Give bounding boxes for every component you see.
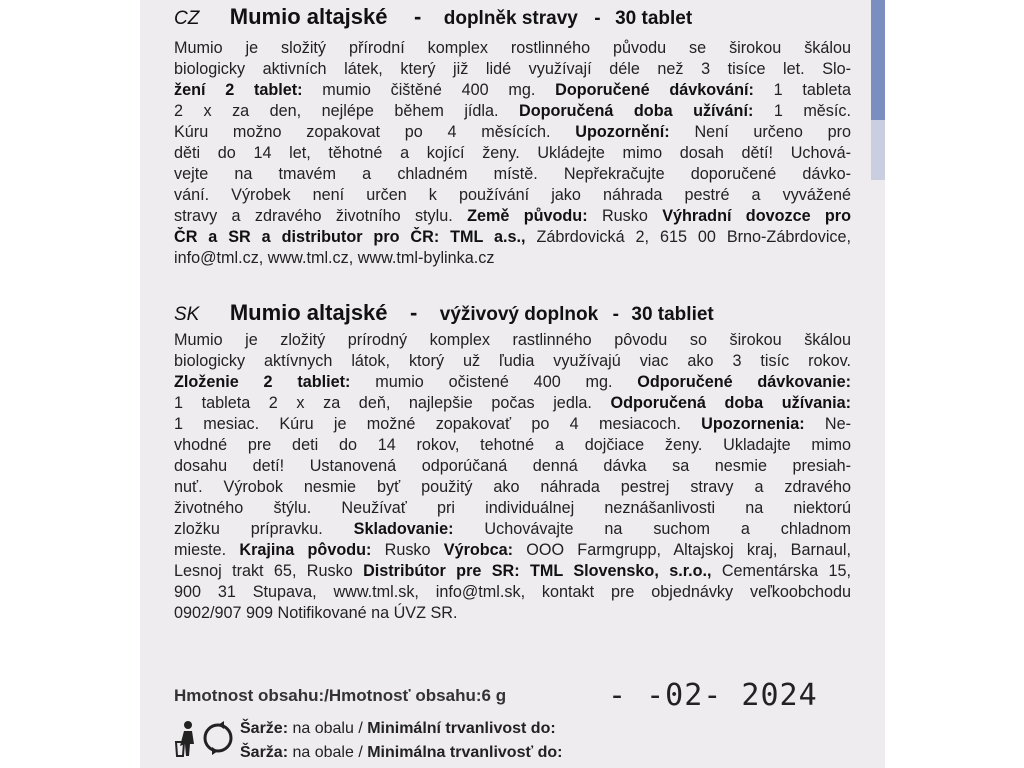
min-durability-cz: Minimální trvanlivost do: — [367, 720, 556, 737]
dash-sk-2: - — [612, 304, 619, 325]
text-line: biologicky aktívnych látok, ktorý už ľudia využívajú viac ako 3 tisíc rokov. — [174, 352, 851, 370]
category-cz: doplněk stravy — [443, 8, 578, 29]
product-name-sk: Mumio altajské — [229, 300, 388, 325]
product-label — [140, 0, 885, 768]
net-weight: Hmotnost obsahu:/Hmotnosť obsahu:6 g — [174, 686, 507, 705]
label-edge-stripe — [871, 0, 885, 120]
text-line: vejte na tmavém a chladném místě. Nepřekračujte doporučené dávko- — [174, 165, 851, 183]
text-line: 1 mesiac. Kúru je možné zopakovať po 4 mesiacoch. Upozornenia: Ne- — [174, 415, 851, 433]
text-line: životného štýlu. Neužívať pri individuálnej neznášanlivosti na niektorú — [174, 499, 851, 517]
category-sk: výživový doplnok — [439, 304, 599, 325]
person-litter-bin-icon — [176, 721, 194, 756]
text-line: dosahu detí! Ustanovená odporúčaná denná dávka sa nesmie presiah- — [174, 457, 851, 475]
heading-sk — [174, 300, 714, 326]
count-sk: 30 tabliet — [631, 304, 714, 325]
batch-row-sk — [240, 740, 562, 766]
text-line: Mumio je složitý přírodní komplex rostlinného původu se širokou škálou — [174, 39, 851, 57]
dash-sk-1: - — [409, 300, 418, 325]
text-line: 1 tableta 2 x za deň, najlepšie počas jedla. Odporučená doba užívania: — [174, 394, 851, 412]
text-line: 0902/907 909 Notifikované na ÚVZ SR. — [174, 604, 458, 622]
text-line: info@tml.cz, www.tml.cz, www.tml-bylinka.cz — [174, 249, 495, 267]
footer — [174, 678, 851, 768]
lang-code-sk: SK — [174, 304, 200, 325]
product-name-cz: Mumio altajské — [229, 4, 388, 29]
lang-code-cz: CZ — [174, 8, 200, 29]
text-line: stravy a zdravého životního stylu. Země původu: Rusko Výhradní dovozce pro — [174, 207, 851, 225]
dash-cz-2: - — [594, 8, 601, 29]
min-durability-sk: Minimálna trvanlivosť do: — [367, 744, 563, 761]
text-line: děti do 14 let, těhotné a kojící ženy. Ukládejte mimo dosah dětí! Uchová- — [174, 144, 851, 162]
text-line: Kúru možno zopakovat po 4 měsících. Upozornění: Není určeno pro — [174, 123, 851, 141]
text-line: ČR a SR a distributor pro ČR: TML a.s., Zábrdovická 2, 615 00 Brno-Zábrdovice, — [174, 228, 851, 246]
label-edge-stripe-light — [871, 120, 885, 180]
heading-cz — [174, 4, 692, 30]
date-stamp: - -02- 2024 — [608, 678, 818, 713]
batch-label-sk: Šarža: — [240, 744, 289, 761]
text-line: žení 2 tablet: mumio čištěné 400 mg. Doporučené dávkování: 1 tableta — [174, 81, 851, 99]
section-cz — [174, 4, 851, 294]
disposal-icons — [174, 716, 234, 762]
body-text-sk — [174, 330, 851, 624]
text-line: Mumio je zložitý prírodný komplex rastlinného pôvodu so širokou škálou — [174, 331, 851, 349]
text-line: vání. Výrobek není určen k používání jako náhrada pestré a vyvážené — [174, 186, 851, 204]
text-line: Lesnoj trakt 65, Rusko Distribútor pre SR: TML Slovensko, s.r.o., Cementárska 15, — [174, 562, 851, 580]
text-line: zložku prípravku. Skladovanie: Uchovávajte na suchom a chladnom — [174, 520, 851, 538]
text-line: nuť. Výrobok nesmie byť použitý ako náhrada pestrej stravy a zdravého — [174, 478, 851, 496]
text-line: 900 31 Stupava, www.tml.sk, info@tml.sk, kontakt pre objednávky veľkoobchodu — [174, 583, 851, 601]
batch-label-cz: Šarže: — [240, 720, 289, 737]
body-text-cz — [174, 38, 851, 269]
text-line: 2 x za den, nejlépe během jídla. Doporučená doba užívání: 1 měsíc. — [174, 102, 851, 120]
recycling-arrows-icon — [205, 721, 231, 755]
text-line: mieste. Krajina pôvodu: Rusko Výrobca: OOO Farmgrupp, Altajskoj kraj, Barnaul, — [174, 541, 851, 559]
batch-text-sk: na obale / — [288, 744, 368, 761]
text-line: vhodné pre deti do 14 rokov, tehotné a dojčiace ženy. Ukladajte mimo — [174, 436, 851, 454]
batch-text-cz: na obalu / — [288, 720, 368, 737]
text-line: biologicky aktivních látek, který již lidé využívají déle než 3 tisíce let. Slo- — [174, 60, 851, 78]
batch-row-cz — [240, 716, 556, 742]
section-sk — [174, 300, 851, 685]
dash-cz-1: - — [413, 4, 422, 29]
text-line: Zloženie 2 tabliet: mumio očistené 400 mg. Odporučené dávkovanie: — [174, 373, 851, 391]
count-cz: 30 tablet — [615, 8, 693, 29]
